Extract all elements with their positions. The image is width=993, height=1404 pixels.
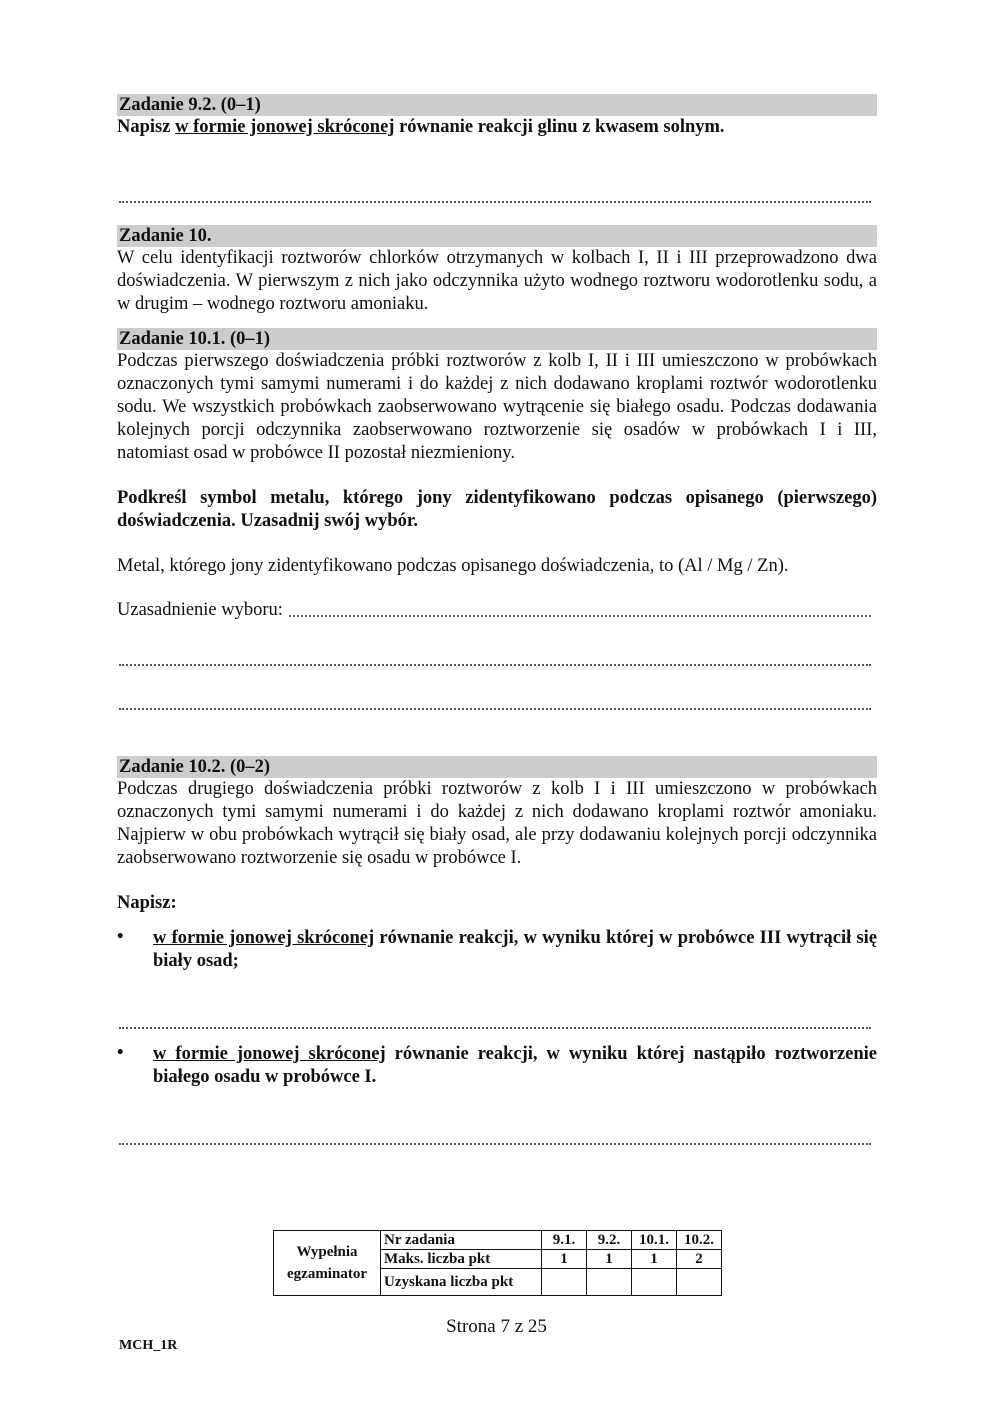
task-10-1-question: Podkreśl symbol metalu, którego jony zidentyfikowano podczas opisanego (pierwszego) doświadczenia. Uzasadnij swój wybór. <box>117 488 877 531</box>
justification-fill[interactable] <box>289 615 871 617</box>
score-cell[interactable] <box>632 1269 677 1296</box>
score-cell[interactable] <box>542 1269 587 1296</box>
score-table: Wypełnia egzaminator Nr zadania 9.1. 9.2. 10.1. 10.2. Maks. liczba pkt 1 1 1 2 Uzyskana liczba pkt <box>273 1230 722 1296</box>
justification-label: Uzasadnienie wyboru: <box>117 600 283 620</box>
task-10-2-napisz: Napisz: <box>117 893 177 913</box>
task-9-2-question: Napisz w formie jonowej skróconej równanie reakcji glinu z kwasem solnym. <box>117 117 725 137</box>
task-10-heading: Zadanie 10. <box>117 225 877 247</box>
justification-line[interactable] <box>117 599 877 622</box>
answer-line-10-2-b[interactable] <box>119 1129 871 1145</box>
score-row-task-label: Nr zadania <box>381 1231 542 1250</box>
task-10-2-bullet-2: • w formie jonowej skróconej równanie reakcji, w wyniku której nastąpiło roztworzenie białego osadu w probówce I. <box>117 1043 877 1087</box>
answer-line-10-1-b[interactable] <box>119 650 871 666</box>
task-10-2-description: Podczas drugiego doświadczenia próbki roztworów z kolb I i III umieszczono w probówkach oznaczonych tymi samymi numerami i do każdej z nich dodawano kroplami roztwór amoniaku. Najpierw w obu probówkach wytrącił się biały osad, ale przy dodawaniu kolejnych porcji odczynnika zaobserwowano roztworzenie się osadu w probówce I. <box>117 779 877 868</box>
score-cell[interactable] <box>677 1269 722 1296</box>
task-10-1-description: Podczas pierwszego doświadczenia próbki roztworów z kolb I, II i III umieszczono w probówkach oznaczonych tymi samymi numerami i do każdej z nich dodawano kroplami roztwór wodorotlenku sodu. We wszystkich probówkach zaobserwowano wytrącenie się białego osadu. Podczas dodawania kolejnych porcji odczynnika zaobserwowano roztworzenie się osadów w probówkach I i III, natomiast osad w probówce II pozostał niezmieniony. <box>117 351 877 463</box>
task-10-2-bullet-1: • w formie jonowej skróconej równanie reakcji, w wyniku której w probówce III wytrącił się biały osad; <box>117 927 877 971</box>
task-10-intro: W celu identyfikacji roztworów chlorków otrzymanych w kolbach I, II i III przeprowadzono dwa doświadczenia. W pierwszym z nich jako odczynnika użyto wodnego roztworu wodorotlenku sodu, a w drugim – wodnego roztworu amoniaku. <box>117 248 877 314</box>
answer-line-10-2-a[interactable] <box>119 1013 871 1029</box>
answer-line-9-2[interactable] <box>119 187 871 203</box>
page-content <box>117 94 877 1145</box>
score-row-obtained-label: Uzyskana liczba pkt <box>381 1269 542 1296</box>
exam-code: MCH_1R <box>119 1338 178 1353</box>
examiner-label: Wypełnia egzaminator <box>274 1231 381 1296</box>
task-10-2-heading: Zadanie 10.2. (0–2) <box>117 756 877 778</box>
task-10-1-metal-choice[interactable]: Metal, którego jony zidentyfikowano podczas opisanego doświadczenia, to (Al / Mg / Zn). <box>117 556 789 576</box>
score-cell[interactable] <box>587 1269 632 1296</box>
page-number: Strona 7 z 25 <box>446 1316 547 1337</box>
score-row-max-label: Maks. liczba pkt <box>381 1250 542 1269</box>
task-10-1-heading: Zadanie 10.1. (0–1) <box>117 328 877 350</box>
answer-line-10-1-c[interactable] <box>119 694 871 710</box>
task-9-2-heading: Zadanie 9.2. (0–1) <box>117 94 877 116</box>
